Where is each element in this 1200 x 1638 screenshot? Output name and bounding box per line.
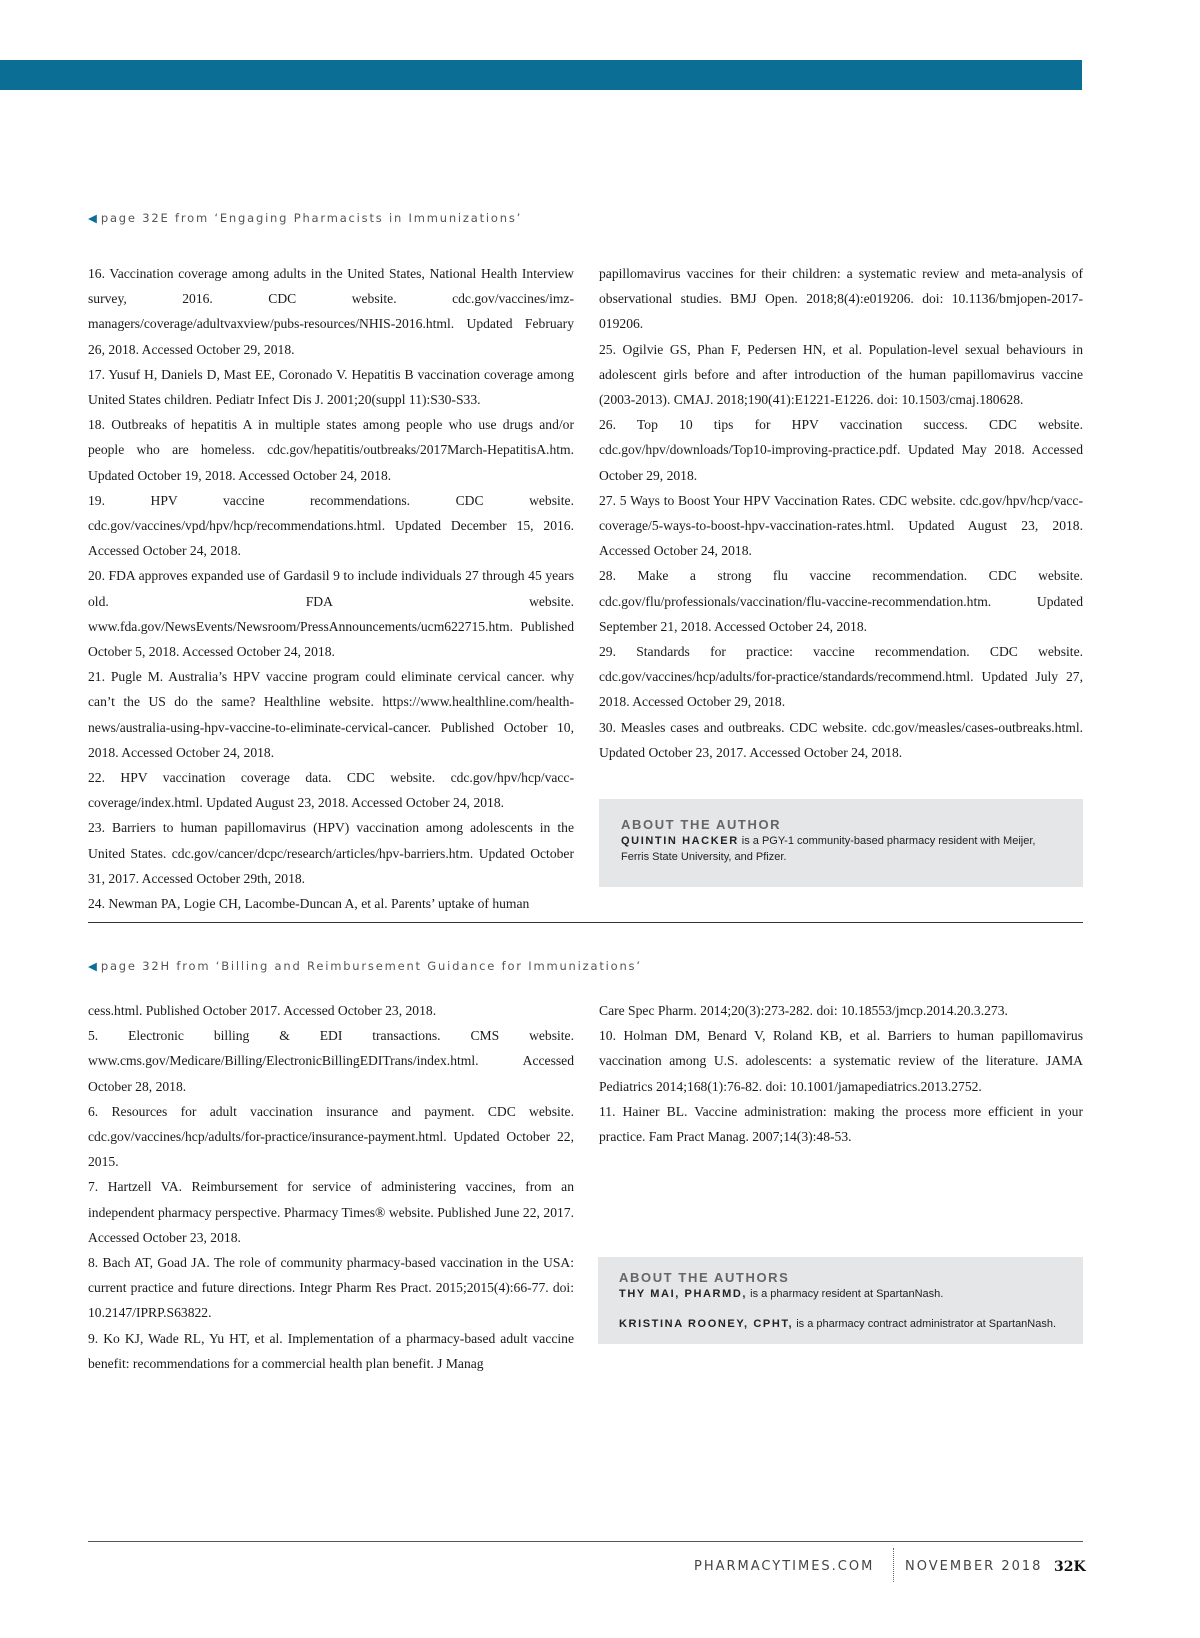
footer-site: PHARMACYTIMES.COM xyxy=(694,1559,875,1574)
reference-item: 27. 5 Ways to Boost Your HPV Vaccination Rates. CDC website. cdc.gov/hpv/hcp/vacc-coverage/5-ways-to-boost-hpv-vaccination-rates.html. Updated August 23, 2018. Accessed October 24, 2018. xyxy=(599,492,1083,559)
continued-from-text: page 32H from ‘Billing and Reimbursement Guidance for Immunizations’ xyxy=(100,959,642,973)
continued-from-text: page 32E from ‘Engaging Pharmacists in Immunizations’ xyxy=(100,211,523,225)
reference-item: 26. Top 10 tips for HPV vaccination success. CDC website. cdc.gov/hpv/downloads/Top10-improving-practice.pdf. Updated May 2018. Accessed October 29, 2018. xyxy=(599,417,1083,483)
reference-item: Care Spec Pharm. 2014;20(3):273-282. doi: 10.18553/jmcp.2014.20.3.273. xyxy=(599,1003,1008,1018)
reference-item: 30. Measles cases and outbreaks. CDC website. cdc.gov/measles/cases-outbreaks.html. Updated October 23, 2017. Accessed October 24, 2018. xyxy=(599,719,1083,760)
reference-item: 19. HPV vaccine recommendations. CDC website. cdc.gov/vaccines/vpd/hpv/hcp/recommendations.html. Updated December 15, 2016. Accessed October 24, 2018. xyxy=(88,492,574,559)
author-bio: is a PGY-1 community-based pharmacy resident with Meijer, Ferris State University, and Pfizer. xyxy=(621,835,1036,863)
reference-item: 16. Vaccination coverage among adults in the United States, National Health Interview survey, 2016. CDC website. cdc.gov/vaccines/imz-managers/coverage/adultvaxview/pubs-resources/NHIS-2016.html. Updated February 26, 2018. Accessed October 29, 2018. xyxy=(88,266,574,357)
header-accent-bar xyxy=(0,60,1082,90)
about-authors-box-2 xyxy=(598,1257,1083,1344)
reference-item: 7. Hartzell VA. Reimbursement for service of administering vaccines, from an independent pharmacy perspective. Pharmacy Times® website. Published June 22, 2017. Accessed October 23, 2018. xyxy=(88,1179,574,1245)
continued-from-line-2 xyxy=(88,959,642,973)
reference-item: 18. Outbreaks of hepatitis A in multiple states among people who use drugs and/or people who are homeless. cdc.gov/hepatitis/outbreaks/2017March-HepatitisA.htm. Updated October 19, 2018. Accessed October 24, 2018. xyxy=(88,417,574,483)
author-1-name: THY MAI, PHARMD, xyxy=(619,1288,748,1300)
about-author-heading: ABOUT THE AUTHOR xyxy=(621,817,782,832)
reference-item: 6. Resources for adult vaccination insurance and payment. CDC website. cdc.gov/vaccines/hcp/adults/for-practice/insurance-payment.html. Updated October 22, 2015. xyxy=(88,1103,574,1170)
reference-item: 10. Holman DM, Benard V, Roland KB, et al. Barriers to human papillomavirus vaccination among U.S. adolescents: a systematic review of the literature. JAMA Pediatrics 2014;168(1):76-82. doi: 10.1001/jamapediatrics.2013.2752. xyxy=(599,1028,1083,1094)
footer-separator xyxy=(893,1548,894,1582)
references-column-left-2 xyxy=(88,998,574,1376)
reference-item: 9. Ko KJ, Wade RL, Yu HT, et al. Implementation of a pharmacy-based adult vaccine benefit: recommendations for a commercial health plan benefit. J Manag xyxy=(88,1330,574,1371)
reference-item: 22. HPV vaccination coverage data. CDC website. cdc.gov/hpv/hcp/vacc-coverage/index.html. Updated August 23, 2018. Accessed October 24, 2018. xyxy=(88,770,574,811)
author-2-name: KRISTINA ROONEY, CPHT, xyxy=(619,1318,794,1330)
reference-item: 21. Pugle M. Australia’s HPV vaccine program could eliminate cervical cancer. why can’t the US do the same? Healthline website. https://www.healthline.com/health-news/australia-using-hpv-vaccine-to-eliminate-cervical-cancer. Published October 10, 2018. Accessed October 24, 2018. xyxy=(88,669,574,760)
page-number: 32K xyxy=(1054,1559,1086,1575)
about-author-text xyxy=(621,833,1061,865)
references-column-left-1 xyxy=(88,261,574,916)
about-author-box-1 xyxy=(599,799,1083,887)
author-2-bio: is a pharmacy contract administrator at SpartanNash. xyxy=(793,1318,1057,1330)
author-2-text xyxy=(619,1316,1062,1332)
reference-item: 17. Yusuf H, Daniels D, Mast EE, Coronado V. Hepatitis B vaccination coverage among United States children. Pediatr Infect Dis J. 2001;20(suppl 11):S30-S33. xyxy=(88,366,574,408)
reference-item: 23. Barriers to human papillomavirus (HPV) vaccination among adolescents in the United States. cdc.gov/cancer/dcpc/research/articles/hpv-barriers.htm. Updated October 31, 2017. Accessed October 29th, 2018. xyxy=(88,820,574,886)
reference-item: 29. Standards for practice: vaccine recommendation. CDC website. cdc.gov/vaccines/hcp/adults/for-practice/standards/recommend.html. Updated July 27, 2018. Accessed October 29, 2018. xyxy=(599,644,1083,710)
reference-item: 20. FDA approves expanded use of Gardasil 9 to include individuals 27 through 45 years old. FDA website. www.fda.gov/NewsEvents/Newsroom/PressAnnouncements/ucm622715.htm. Published October 5, 2018. Accessed October 24, 2018. xyxy=(88,568,574,660)
references-column-right-2 xyxy=(599,998,1083,1149)
left-triangle-icon: ◀ xyxy=(88,959,97,973)
footer-rule xyxy=(88,1541,1083,1542)
about-authors-heading: ABOUT THE AUTHORS xyxy=(619,1270,790,1285)
references-column-right-1 xyxy=(599,261,1083,765)
author-1-text xyxy=(619,1286,1062,1302)
section-divider xyxy=(88,922,1083,923)
reference-item: 25. Ogilvie GS, Phan F, Pedersen HN, et al. Population-level sexual behaviours in adolescent girls before and after introduction of the human papillomavirus vaccine (2003-2013). CMAJ. 2018;190(41):E1221-E1226. doi: 10.1503/cmaj.180628. xyxy=(599,341,1083,408)
author-1-bio: is a pharmacy resident at SpartanNash. xyxy=(747,1288,944,1300)
continued-from-line-1 xyxy=(88,211,522,225)
reference-item: 24. Newman PA, Logie CH, Lacombe-Duncan A, et al. Parents’ uptake of human xyxy=(88,896,530,912)
reference-item: 28. Make a strong flu vaccine recommendation. CDC website. cdc.gov/flu/professionals/vaccination/flu-vaccine-recommendation.htm. Updated September 21, 2018. Accessed October 24, 2018. xyxy=(599,568,1083,634)
reference-item: 5. Electronic billing & EDI transactions. CMS website. www.cms.gov/Medicare/Billing/ElectronicBillingEDITrans/index.html. Accessed October 28, 2018. xyxy=(88,1028,574,1094)
reference-item: papillomavirus vaccines for their children: a systematic review and meta-analysis of observational studies. BMJ Open. 2018;8(4):e019206. doi: 10.1136/bmjopen-2017-019206. xyxy=(599,266,1083,332)
reference-item: 8. Bach AT, Goad JA. The role of community pharmacy-based vaccination in the USA: current practice and future directions. Integr Pharm Res Pract. 2015;2015(4):66-77. doi: 10.2147/IPRP.S63822. xyxy=(88,1255,574,1321)
reference-item: 11. Hainer BL. Vaccine administration: making the process more efficient in your practice. Fam Pract Manag. 2007;14(3):48-53. xyxy=(599,1103,1083,1145)
footer-date: NOVEMBER 2018 xyxy=(905,1559,1043,1574)
reference-item: cess.html. Published October 2017. Accessed October 23, 2018. xyxy=(88,1003,437,1018)
left-triangle-icon: ◀ xyxy=(88,211,97,225)
author-name: QUINTIN HACKER xyxy=(621,835,739,847)
